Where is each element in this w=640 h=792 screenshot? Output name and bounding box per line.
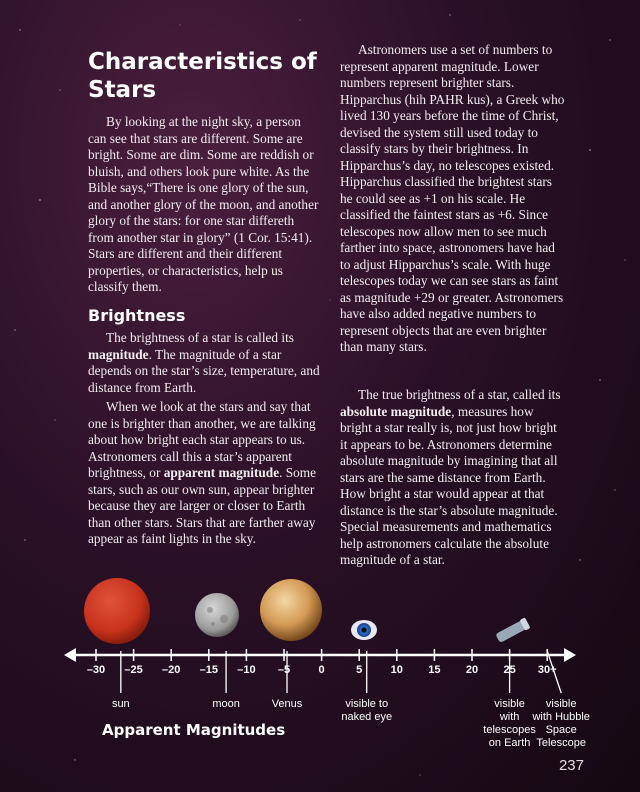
telescope-icon <box>495 617 531 644</box>
sun-image <box>84 578 150 644</box>
venus-image <box>260 579 322 641</box>
section-heading-brightness: Brightness <box>88 306 186 325</box>
marker-label-moon: moon <box>212 698 240 710</box>
apparent-magnitude-paragraph: When we look at the stars and say that one is brighter than another, we are talking about how bright each star appears to us. Astronomers call this a star’s apparent brightness, or apparent magnitude. Some stars, such as our own sun, appear brighter because they are larger or closer to Earth than other stars. Stars that are farther away appear as faint lights in the sky. <box>88 399 317 546</box>
magnitude-paragraph: The brightness of a star is called its magnitude. The magnitude of a star depends on the star’s size, temperature, and distance from Earth. <box>88 330 320 395</box>
term-apparent-magnitude: apparent magnitude <box>163 465 280 480</box>
apparent-magnitude-scale <box>0 575 640 792</box>
tick-label: 0 <box>318 664 325 676</box>
page-number: 237 <box>558 757 584 774</box>
tick-label: –20 <box>162 664 181 676</box>
marker-label-venus: Venus <box>271 698 303 710</box>
tick-label: 25 <box>503 664 516 676</box>
page-title: Characteristics of Stars <box>88 49 317 103</box>
hipparchus-paragraph: Astronomers use a set of numbers to represent apparent magnitude. Lower numbers represent brighter stars. Hipparchus (hih PAHR kus), a Greek who lived 130 years before the time of Christ, devised the system still used today to classify stars by their brightness. In Hipparchus’s day, no telescopes existed. Hipparchus classified the brightest stars he could see as +1 on his scale. He classified the faintest stars as +6. Since telescopes now allow men to see much farther into space, astronomers have had to adjust Hipparchus’s scale. With huge telescopes today we can see stars as faint as magnitude +29 or greater. Astronomers have also added negative numbers to represent objects that are even brighter than many stars. <box>340 42 565 354</box>
tick-label: 30+ <box>537 664 557 676</box>
magnitude-axis <box>64 648 576 662</box>
tick-label: –25 <box>124 664 143 676</box>
scale-title: Apparent Magnitudes <box>102 721 286 739</box>
tick-label: 10 <box>390 664 403 676</box>
moon-image <box>195 593 239 637</box>
tick-label: 15 <box>428 664 441 676</box>
absolute-magnitude-paragraph: The true brightness of a star, called its absolute magnitude, measures how bright a star really is, not just how bright it appears to be. Astronomers determine absolute magnitude by imagining that all stars are the same distance from Earth. How bright a star would appear at that distance is the star’s absolute magnitude. Special measurements and mathematics help astronomers calculate the absolute magnitude of a star. <box>340 387 561 567</box>
marker-label-hubble: visible with Hubble Space Telescope <box>532 698 590 749</box>
term-absolute-magnitude: absolute magnitude <box>340 403 452 419</box>
marker-label-naked-eye: visible to naked eye <box>341 698 393 723</box>
tick-label: –5 <box>277 664 291 676</box>
eye-icon <box>351 620 377 640</box>
marker-label-telescopes: visible with telescopes on Earth <box>483 698 536 749</box>
tick-label: –30 <box>86 664 106 676</box>
intro-paragraph: By looking at the night sky, a person can see that stars are different. Some are bright. Some are dim. Some are reddish or bluish, and others look pure white. As the Bible says,“There is one glory of the sun, and another glory of the moon, and another glory of the stars: for one star differeth from another star in glory” (1 Cor. 15:41). Stars are different and their different properties, or characteristics, help us classify them. <box>88 114 319 294</box>
marker-label-sun: sun <box>111 698 130 710</box>
tick-label: –10 <box>237 664 256 676</box>
tick-label: 20 <box>465 664 479 676</box>
tick-label: 5 <box>356 664 363 676</box>
term-magnitude: magnitude <box>88 346 149 362</box>
tick-label: –15 <box>199 664 218 676</box>
